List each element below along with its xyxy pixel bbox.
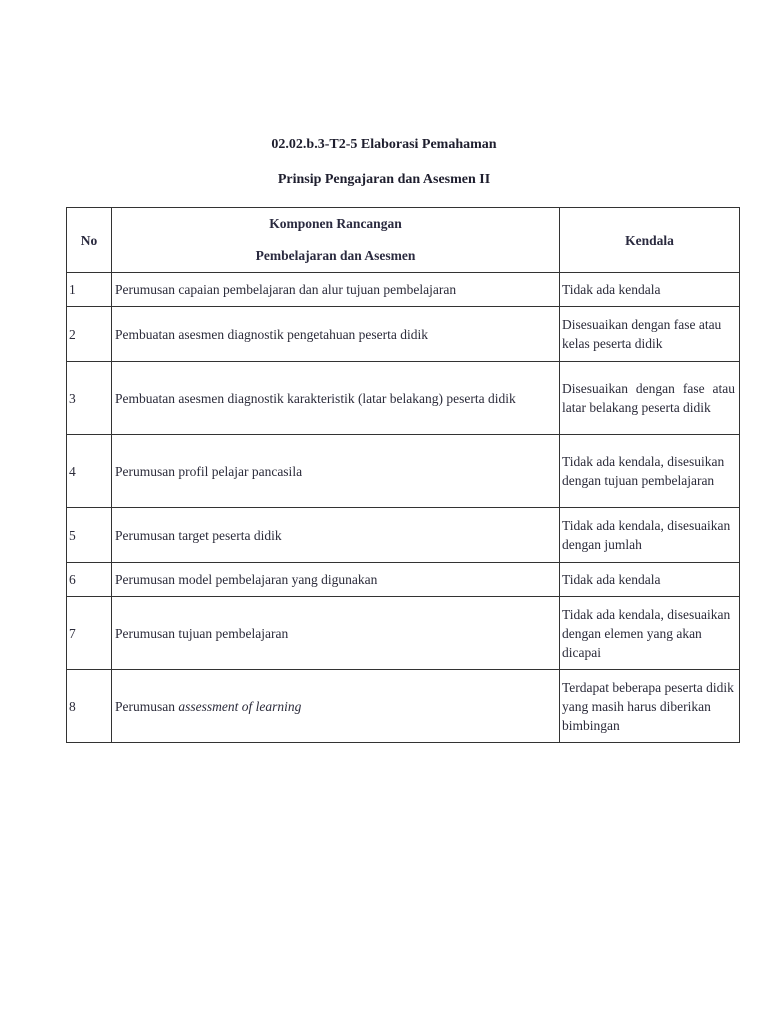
row-kendala: Tidak ada kendala, disesuikan dengan tujuan pembelajaran <box>560 435 740 508</box>
header-kendala: Kendala <box>560 208 740 273</box>
row-no: 5 <box>67 508 112 563</box>
row-no: 8 <box>67 670 112 743</box>
row-no: 6 <box>67 563 112 597</box>
table-row <box>67 273 740 307</box>
row-component <box>112 670 560 743</box>
table-row <box>67 362 740 435</box>
table-row <box>67 435 740 508</box>
document-title: 02.02.b.3-T2-5 Elaborasi Pemahaman <box>271 137 497 152</box>
table-row <box>67 307 740 362</box>
header-no: No <box>67 208 112 273</box>
document-subtitle: Prinsip Pengajaran dan Asesmen II <box>277 172 491 187</box>
row-component: Perumusan profil pelajar pancasila <box>112 435 560 508</box>
row-no: 4 <box>67 435 112 508</box>
table-row <box>67 670 740 743</box>
table-row <box>67 597 740 670</box>
row-no: 7 <box>67 597 112 670</box>
row-component-prefix: Perumusan <box>115 698 179 714</box>
row-component: Perumusan capaian pembelajaran dan alur tujuan pembelajaran <box>112 273 560 307</box>
header-component-line1: Komponen Rancangan <box>269 216 402 231</box>
header-component-line2: Pembelajaran dan Asesmen <box>255 248 416 263</box>
kendala-table <box>66 207 740 743</box>
row-kendala: Disesuaikan dengan fase atau latar belakang peserta didik <box>560 362 740 435</box>
row-no: 3 <box>67 362 112 435</box>
row-kendala: Tidak ada kendala <box>560 273 740 307</box>
row-kendala: Terdapat beberapa peserta didik yang masih harus diberikan bimbingan <box>560 670 740 743</box>
row-component: Perumusan target peserta didik <box>112 508 560 563</box>
row-component: Pembuatan asesmen diagnostik pengetahuan peserta didik <box>112 307 560 362</box>
row-kendala: Tidak ada kendala, disesuaikan dengan jumlah <box>560 508 740 563</box>
row-component: Pembuatan asesmen diagnostik karakteristik (latar belakang) peserta didik <box>112 362 560 435</box>
row-component: Perumusan tujuan pembelajaran <box>112 597 560 670</box>
row-no: 1 <box>67 273 112 307</box>
row-component-italic: assessment of learning <box>178 698 302 714</box>
table-header-row <box>67 208 740 273</box>
header-component <box>112 208 560 273</box>
row-component: Perumusan model pembelajaran yang digunakan <box>112 563 560 597</box>
row-no: 2 <box>67 307 112 362</box>
table-row <box>67 508 740 563</box>
row-kendala: Disesuaikan dengan fase atau kelas peserta didik <box>560 307 740 362</box>
row-kendala: Tidak ada kendala, disesuaikan dengan elemen yang akan dicapai <box>560 597 740 670</box>
row-kendala: Tidak ada kendala <box>560 563 740 597</box>
table-row <box>67 563 740 597</box>
